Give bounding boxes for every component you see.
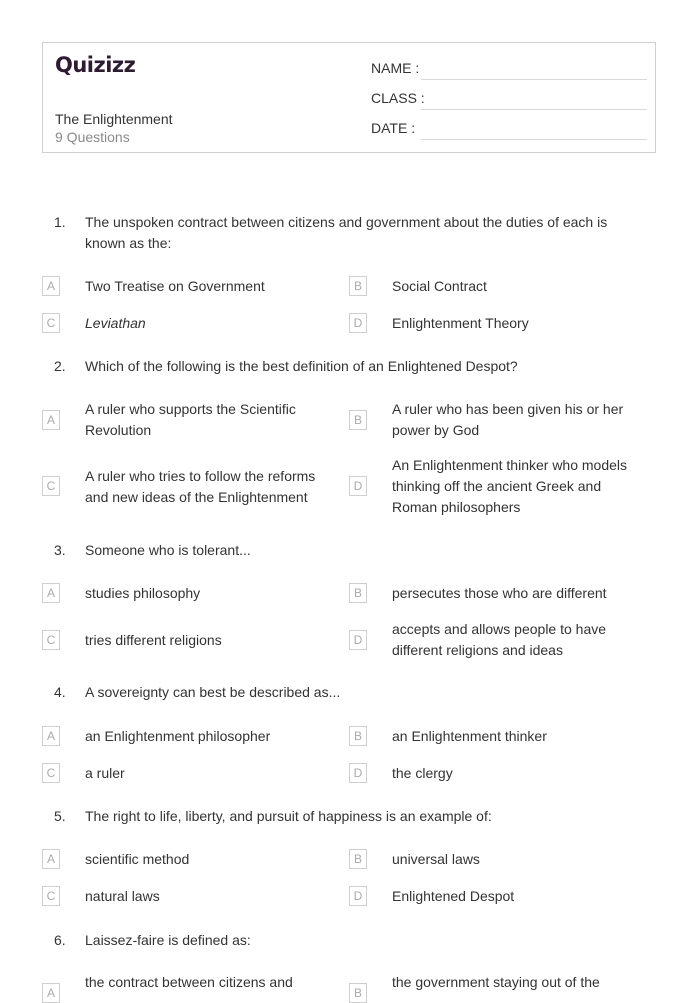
option-letter: A xyxy=(42,410,60,430)
option-letter: B xyxy=(349,726,367,746)
option-letter: D xyxy=(349,886,367,906)
option-text: An Enlightenment thinker who models thinking off the ancient Greek and Roman philosophers xyxy=(392,457,628,515)
option-text: tries different religions xyxy=(85,632,222,648)
option-text: the government staying out of the xyxy=(392,974,600,990)
name-field[interactable] xyxy=(371,60,647,80)
option-letter: D xyxy=(349,313,367,333)
option-text: studies philosophy xyxy=(85,585,201,601)
option-letter: B xyxy=(349,410,367,430)
option-letter: D xyxy=(349,630,367,650)
question-number: 1. xyxy=(54,214,66,230)
name-label: NAME : xyxy=(371,60,420,76)
option-letter: B xyxy=(349,849,367,869)
worksheet-header xyxy=(42,42,656,153)
question-text: Laissez-faire is defined as: xyxy=(85,932,251,948)
question-number: 5. xyxy=(54,808,66,824)
option-letter: B xyxy=(349,276,367,296)
date-line xyxy=(421,139,647,140)
name-line xyxy=(421,79,647,80)
date-field[interactable] xyxy=(371,120,647,140)
question-text: The right to life, liberty, and pursuit of happiness is an example of: xyxy=(85,808,492,824)
option-text: the clergy xyxy=(392,765,453,781)
option-letter: A xyxy=(42,983,60,1003)
option-letter: D xyxy=(349,763,367,783)
question-text: A sovereignty can best be described as... xyxy=(85,684,341,700)
option-letter: C xyxy=(42,763,60,783)
option-text: Two Treatise on Government xyxy=(85,278,265,294)
class-field[interactable] xyxy=(371,90,647,110)
worksheet-title: The Enlightenment xyxy=(55,111,173,127)
option-text: scientific method xyxy=(85,851,190,867)
question-count: 9 Questions xyxy=(55,129,130,145)
option-text: Enlightenment Theory xyxy=(392,315,529,331)
option-letter: C xyxy=(42,630,60,650)
option-letter: B xyxy=(349,983,367,1003)
option-text: natural laws xyxy=(85,888,160,904)
option-letter: A xyxy=(42,726,60,746)
option-text: Enlightened Despot xyxy=(392,888,515,904)
option-letter: B xyxy=(349,583,367,603)
option-letter: D xyxy=(349,476,367,496)
question-number: 3. xyxy=(54,542,66,558)
date-label: DATE : xyxy=(371,120,416,136)
option-text: a ruler xyxy=(85,765,125,781)
option-letter: C xyxy=(42,476,60,496)
question-text: The unspoken contract between citizens and government about the duties of each is known as the: xyxy=(85,214,608,251)
question-number: 2. xyxy=(54,358,66,374)
option-text: an Enlightenment philosopher xyxy=(85,728,271,744)
option-text: A ruler who has been given his or her power by God xyxy=(392,401,624,438)
option-text: Leviathan xyxy=(85,315,146,331)
quizizz-logo: Quizizz xyxy=(55,53,136,77)
option-text: A ruler who tries to follow the reforms and new ideas of the Enlightenment xyxy=(85,468,316,505)
question-text: Which of the following is the best definition of an Enlightened Despot? xyxy=(85,358,518,374)
option-text: the contract between citizens and xyxy=(85,974,293,990)
option-text: an Enlightenment thinker xyxy=(392,728,547,744)
option-text: persecutes those who are different xyxy=(392,585,607,601)
option-letter: A xyxy=(42,276,60,296)
question-number: 4. xyxy=(54,684,66,700)
option-letter: A xyxy=(42,849,60,869)
option-text: A ruler who supports the Scientific Revolution xyxy=(85,401,296,438)
option-letter: C xyxy=(42,886,60,906)
class-line xyxy=(421,109,647,110)
option-letter: A xyxy=(42,583,60,603)
option-text: Social Contract xyxy=(392,278,487,294)
option-text: universal laws xyxy=(392,851,480,867)
option-letter: C xyxy=(42,313,60,333)
question-text: Someone who is tolerant... xyxy=(85,542,251,558)
option-text: accepts and allows people to have different religions and ideas xyxy=(392,621,607,658)
class-label: CLASS : xyxy=(371,90,425,106)
question-number: 6. xyxy=(54,932,66,948)
